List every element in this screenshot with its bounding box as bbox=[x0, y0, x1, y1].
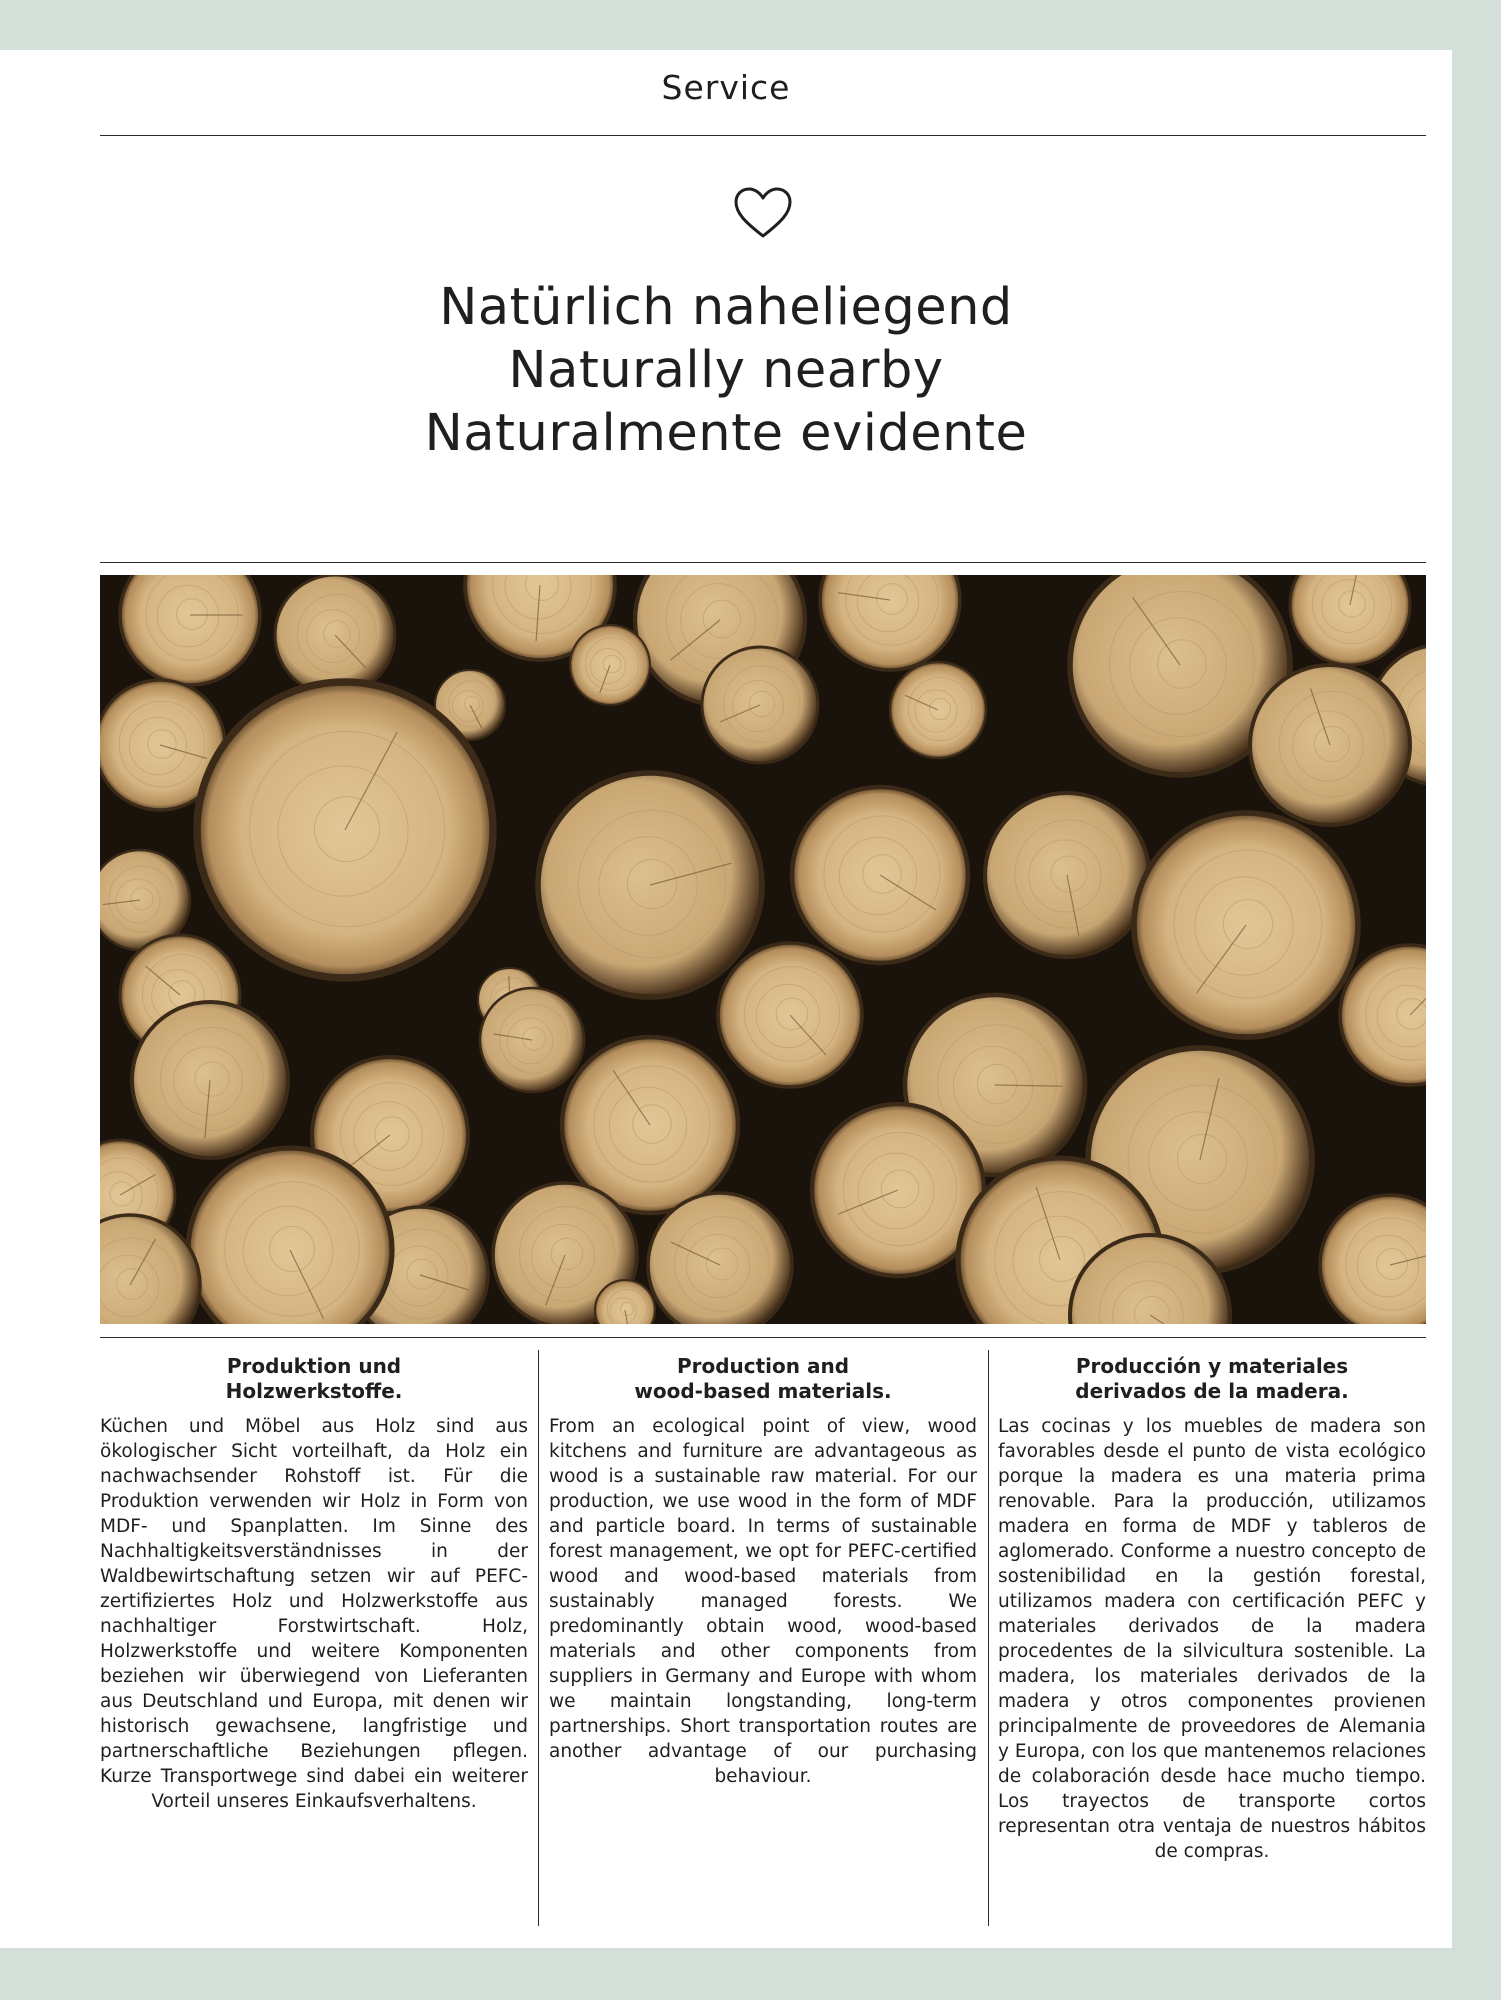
column-divider-2 bbox=[988, 1350, 989, 1926]
column-english-heading-line1: Production and bbox=[676, 1354, 850, 1378]
page bbox=[0, 50, 1452, 1948]
column-divider-1 bbox=[538, 1350, 539, 1926]
top-rule bbox=[100, 135, 1426, 136]
section-label: Service bbox=[661, 68, 791, 107]
log-stack-illustration bbox=[100, 575, 1426, 1324]
headline-german: Natürlich naheliegend bbox=[439, 278, 1013, 337]
column-english-heading bbox=[549, 1354, 977, 1404]
photo-bottom-rule bbox=[100, 1337, 1426, 1338]
headline bbox=[0, 276, 1452, 465]
column-english-heading-line2: wood-based materials. bbox=[634, 1379, 892, 1403]
column-german bbox=[100, 1350, 528, 1926]
photo-top-rule bbox=[100, 562, 1426, 563]
column-english bbox=[549, 1350, 977, 1926]
log-end bbox=[188, 1148, 392, 1324]
column-english-body: From an ecological point of view, wood kitchens and furniture are advantageous as wood is a sustainable raw material. For our production, we use wood in the form of MDF and particle board. In terms of sustainable forest management, we opt for PEFC-certified wood and wood-based materials from sustainably managed forests. We predominantly obtain wood, wood-based materials and other components from suppliers in Germany and Europe with whom we maintain longstanding, long-term partnerships. Short transportation routes are another advantage of our purchasing behaviour. bbox=[549, 1416, 977, 1787]
column-spanish-body: Las cocinas y los muebles de madera son favorables desde el punto de vista ecológico porque la madera es una materia prima renovable. Para la producción, utilizamos madera en forma de MDF y tableros de aglomerado. Conforme a nuestro concepto de sostenibilidad en la gestión forestal, utilizamos madera con certificación PEFC y materiales derivados de la madera procedentes de la silvicultura sostenible. La madera, los materiales derivados de la madera y otros componentes provienen principalmente de proveedores de Alemania y Europa, con los que mantenemos relaciones de colaboración desde hace mucho tiempo. Los trayectos de transporte cortos representan otra ventaja de nuestros hábitos de compras. bbox=[998, 1416, 1426, 1862]
column-spanish-heading-line2: derivados de la madera. bbox=[1075, 1379, 1349, 1403]
column-german-heading bbox=[100, 1354, 528, 1404]
column-spanish bbox=[998, 1350, 1426, 1926]
headline-english: Naturally nearby bbox=[508, 341, 944, 400]
column-spanish-heading-line1: Producción y materiales bbox=[1075, 1354, 1349, 1378]
column-german-heading-line2: Holzwerkstoffe. bbox=[225, 1379, 403, 1403]
column-german-body: Küchen und Möbel aus Holz sind aus ökologischer Sicht vorteilhaft, da Holz ein nachwachsender Rohstoff ist. Für die Produktion verwenden wir Holz in Form von MDF- und Spanplatten. Im Sinne des Nachhaltigkeitsverständnisses in der Waldbewirtschaftung setzen wir auf PEFC-zertifiziertes Holz und Holzwerkstoffe aus nachhaltiger Forstwirtschaft. Holz, Holzwerkstoffe und weitere Komponenten beziehen wir überwiegend von Lieferanten aus Deutschland und Europa, mit denen wir historisch gewachsene, langfristige und partnerschaftliche Beziehungen pflegen. Kurze Transportwege sind dabei ein weiterer Vorteil unseres Einkaufsverhaltens. bbox=[100, 1416, 528, 1812]
log-stack-photo bbox=[100, 575, 1426, 1324]
heart-icon bbox=[733, 186, 793, 240]
column-spanish-heading bbox=[998, 1354, 1426, 1404]
log-end bbox=[648, 1193, 792, 1324]
headline-spanish: Naturalmente evidente bbox=[424, 404, 1028, 463]
text-columns bbox=[100, 1350, 1426, 1926]
column-german-heading-line1: Produktion und bbox=[226, 1354, 402, 1378]
